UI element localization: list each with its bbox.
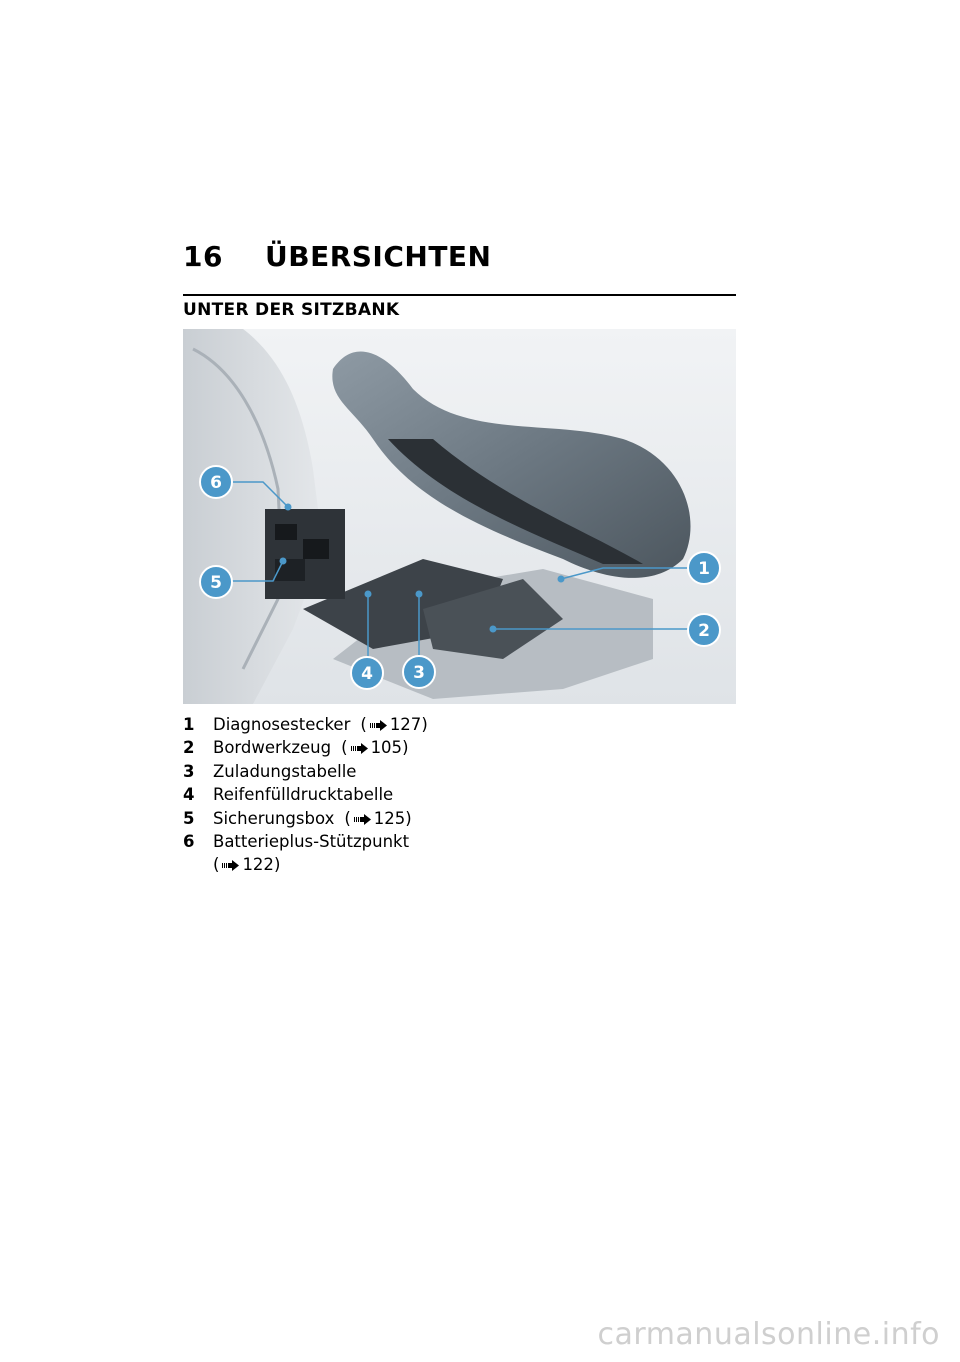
page-number: 125 (373, 808, 406, 828)
motorcycle-under-seat-figure (183, 329, 736, 704)
legend-label: Sicherungsbox (213, 808, 335, 828)
legend-label: Zuladungstabelle (213, 761, 357, 781)
page-reference[interactable]: ( 125) (344, 808, 412, 828)
page-reference[interactable]: ( 122) (213, 855, 281, 875)
callout-badge (403, 656, 435, 688)
page-reference[interactable]: ( 127) (360, 715, 428, 734)
callout-badge (200, 466, 232, 498)
chapter-title: ÜBERSICHTEN (265, 240, 492, 273)
page-number: 127 (389, 715, 422, 734)
legend-item (183, 807, 583, 830)
callout-label: 5 (210, 573, 222, 593)
legend-label: Reifenfülldrucktabelle (213, 785, 394, 805)
legend-number: 3 (183, 761, 195, 781)
legend-number: 2 (183, 738, 195, 758)
legend-label: Batterieplus-Stützpunkt (213, 832, 410, 852)
chapter-number: 16 (183, 240, 223, 273)
page-number: 105 (370, 738, 403, 758)
legend-label: Bordwerkzeug (213, 738, 332, 758)
callout-badge (688, 614, 720, 646)
callout-badge (688, 552, 720, 584)
header-rule (183, 294, 736, 296)
page-reference-arrow-icon (221, 860, 240, 871)
callout-label: 1 (698, 559, 710, 579)
callout-label: 3 (413, 663, 425, 683)
legend-number: 4 (183, 785, 195, 805)
legend-number: 6 (183, 832, 195, 852)
page-number: 122 (242, 855, 274, 875)
callout-label: 6 (210, 473, 222, 493)
page-reference-arrow-icon (353, 814, 372, 825)
chapter-heading (183, 240, 736, 273)
page-reference-arrow-icon (350, 743, 369, 754)
legend-item (183, 830, 583, 877)
section-title: UNTER DER SITZBANK (183, 300, 400, 320)
legend-list (183, 713, 583, 877)
legend-item (183, 760, 583, 783)
callout-label: 4 (361, 664, 373, 684)
callout-label: 2 (698, 621, 710, 641)
page-reference[interactable]: ( 105) (341, 738, 409, 758)
callout-badge (351, 657, 383, 689)
page-header (183, 240, 736, 273)
figure-illustration (183, 329, 736, 704)
legend-label: Diagnosestecker (213, 715, 351, 734)
legend-item (183, 783, 583, 806)
legend-number: 1 (183, 715, 195, 734)
callout-badge (200, 566, 232, 598)
legend-number: 5 (183, 808, 195, 828)
legend-item (183, 713, 583, 736)
legend-item (183, 736, 583, 759)
footer-watermark: carmanualsonline.info (597, 1317, 940, 1352)
page-reference-arrow-icon (369, 720, 388, 731)
